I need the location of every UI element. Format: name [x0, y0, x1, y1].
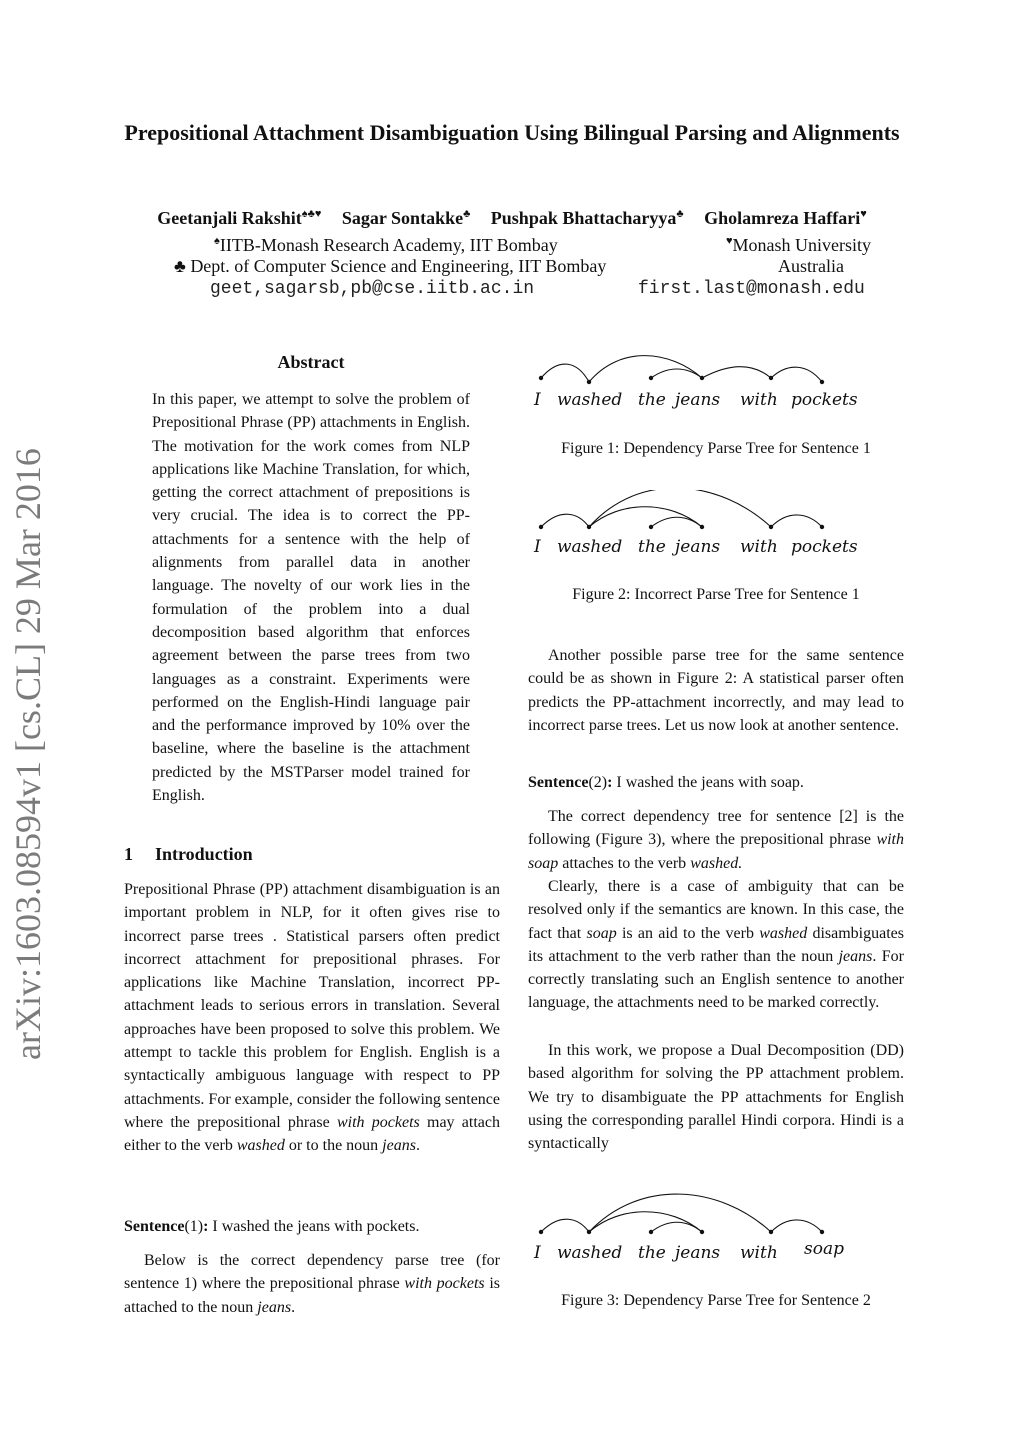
word-node [539, 525, 543, 529]
dependency-arc [771, 1220, 822, 1232]
emphasis: with soap [528, 831, 904, 872]
tree-word: I [534, 537, 541, 557]
text-run: . For correctly translating such an English sentence to another language, the attachments need to be marked correctly. [528, 947, 905, 1012]
sentence-2 [528, 771, 904, 794]
tree-word: the [638, 537, 666, 557]
arxiv-identifier: arXiv:1603.08594v1 [cs.CL] 29 Mar 2016 [8, 448, 48, 1060]
affiliation-country: Australia [778, 256, 844, 276]
affiliation-marks: ♣ [463, 208, 471, 220]
section-number: 1 [124, 844, 133, 864]
text-run: is attached to the noun [124, 1275, 500, 1316]
email-iitb: geet,sagarsb,pb@cse.iitb.ac.in [210, 279, 535, 299]
dependency-arc [771, 367, 822, 382]
author-name: Geetanjali Rakshit [157, 208, 302, 228]
dependency-arc [771, 515, 822, 527]
tree-word: the [638, 390, 666, 410]
emphasis: jeans [382, 1137, 416, 1155]
text-run: or to the noun [284, 1137, 383, 1155]
sentence-label: Sentence [528, 774, 589, 791]
affiliation-iitb-monash [214, 229, 558, 257]
affiliation-marks: ♣ [676, 208, 684, 220]
tree-word: pockets [791, 537, 858, 557]
tree-word: washed [557, 1243, 623, 1263]
dependency-arc [651, 1222, 702, 1232]
sentence-1 [124, 1215, 500, 1238]
text-run: Below is the correct dependency parse tree (for sentence 1) where the prepositional phrase [124, 1252, 500, 1293]
intro-paragraph-1 [124, 878, 500, 1158]
word-node [539, 376, 543, 380]
text-run: The correct dependency tree for sentence [2] is the following (Figure 3), where the prepositional phrase [528, 808, 904, 849]
sentence-number: (2) [588, 774, 608, 791]
abstract-text: In this paper, we attempt to solve the problem of Prepositional Phrase (PP) attachments in English. The motivation for the work comes from NLP applications like Machine Translation, for which, getting the correct attachment of prepositions is very crucial. The idea is to correct the PP-attachments for a sentence with the help of alignments from parallel data in another language. The novelty of our work lies in the formulation of the problem into a dual decomposition based algorithm that enforces agreement between the parse trees from two languages as a constraint. Experiments were performed on the English-Hindi language pair and the performance improved by 10% over the baseline, where the baseline is the attachment predicted by the MSTParser model trained for English. [152, 391, 470, 805]
emphasis: with pockets [336, 1113, 420, 1131]
affiliation-mark: ♥ [726, 235, 733, 247]
affiliation-cse [174, 254, 606, 278]
word-node [700, 525, 704, 529]
sentence-colon: : [203, 1218, 209, 1235]
author-name: Pushpak Bhattacharyya [490, 208, 677, 228]
paragraph-another-parse: Another possible parse tree for the same sentence could be as shown in Figure 2: A statistical parser often predicts the PP-attachment incorrectly, and may lead to incorrect parse trees. Let us now look at another sentence. [528, 647, 904, 734]
text-run: . [291, 1298, 296, 1316]
affiliation-marks: ♠♣♥ [301, 208, 322, 220]
word-node [820, 1230, 824, 1234]
figure-3-parse-tree [520, 1190, 910, 1270]
tree-word: soap [804, 1239, 844, 1259]
dependency-arc [651, 369, 702, 378]
dependency-arc [589, 356, 702, 382]
emphasis: with pockets [404, 1275, 485, 1293]
word-node [820, 525, 824, 529]
word-node [587, 1230, 591, 1234]
text-run: Prepositional Phrase (PP) attachment disambiguation is an important problem in NLP, for it often gives rise to incorrect parse trees . Statistical parsers often predict incorrect attachment for prepositional phrases. For applications like Machine Translation, incorrect PP-attachment leads to serious errors in translation. Several approaches have been proposed to solve this problem. We attempt to tackle this problem for English. English is a syntactically ambiguous language with respect to PP attachments. For example, consider the following sentence where the prepositional phrase [124, 881, 500, 1131]
sentence-text: I washed the jeans with soap. [612, 774, 804, 791]
sentence-number: (1) [184, 1218, 204, 1235]
text-run: may attach either to the verb [124, 1113, 500, 1155]
word-node [700, 1230, 704, 1234]
emphasis: jeans [838, 947, 873, 965]
figure-1-parse-tree [520, 350, 910, 420]
dependency-arc [651, 517, 702, 527]
emphasis: washed. [690, 854, 743, 872]
dependency-arc [589, 490, 771, 527]
word-node [769, 376, 773, 380]
emphasis: washed [759, 924, 808, 942]
text-run: Clearly, there is a case of ambiguity that can be resolved only if the semantics are known. In this case, the fact that [528, 878, 904, 942]
dependency-arc [589, 1194, 771, 1232]
text-run: attaches to the verb [558, 854, 691, 872]
paper-title: Prepositional Attachment Disambiguation Using Bilingual Parsing and Alignments [124, 120, 900, 145]
dependency-arc [702, 367, 771, 378]
text-run: disambiguates its attachment to the verb rather than the noun [528, 924, 904, 965]
word-node [769, 1230, 773, 1234]
tree-word: jeans [675, 537, 721, 557]
word-node [700, 376, 704, 380]
word-node [649, 376, 653, 380]
paragraph-ambiguity [528, 875, 904, 1015]
sentence-colon: : [607, 774, 613, 791]
text-run: is an aid to the verb [616, 924, 760, 942]
emphasis: soap [586, 924, 617, 942]
tree-word: with [740, 1243, 778, 1263]
tree-word: I [534, 1243, 541, 1263]
abstract-heading: Abstract [277, 352, 345, 372]
email-monash: first.last@monash.edu [638, 279, 865, 299]
tree-word: washed [557, 390, 623, 410]
affiliation-text: Dept. of Computer Science and Engineering, IIT Bombay [185, 256, 607, 276]
affiliation-mark: ♠ [214, 235, 220, 247]
emphasis: washed [236, 1137, 285, 1155]
author-name: Gholamreza Haffari [704, 208, 861, 228]
tree-word: the [638, 1243, 666, 1263]
dependency-arc [541, 514, 589, 527]
tree-word: jeans [675, 390, 721, 410]
section-title: Introduction [155, 844, 253, 864]
intro-paragraph-2 [124, 1249, 500, 1319]
section-heading-introduction [124, 844, 253, 865]
tree-word: washed [557, 537, 623, 557]
dependency-arc [541, 364, 589, 382]
dependency-arc [589, 507, 702, 527]
tree-word: I [534, 390, 541, 410]
tree-word: with [740, 390, 778, 410]
text-run: . [415, 1137, 420, 1155]
paragraph-this-work: In this work, we propose a Dual Decomposition (DD) based algorithm for solving the PP attachment problem. We try to disambiguate the PP attachments for English using the corresponding parallel Hindi corpora. Hindi is a syntactically [528, 1042, 904, 1153]
word-node [820, 380, 824, 384]
word-node [769, 525, 773, 529]
figure-2-parse-tree [520, 490, 910, 565]
sentence-label: Sentence [124, 1218, 185, 1235]
paragraph-correct-tree [528, 805, 904, 875]
word-node [587, 525, 591, 529]
affiliation-text: Monash University [732, 235, 872, 255]
tree-word: with [740, 537, 778, 557]
dependency-arc [589, 1212, 702, 1232]
author-list [60, 202, 964, 230]
figure-2-caption: Figure 2: Incorrect Parse Tree for Sentence 1 [572, 586, 860, 603]
word-node [587, 380, 591, 384]
tree-word: jeans [675, 1243, 721, 1263]
figure-1-caption: Figure 1: Dependency Parse Tree for Sentence 1 [561, 440, 871, 457]
sentence-text: I washed the jeans with pockets. [208, 1218, 420, 1235]
word-node [649, 1230, 653, 1234]
word-node [649, 525, 653, 529]
figure-3-caption: Figure 3: Dependency Parse Tree for Sentence 2 [561, 1292, 871, 1309]
dependency-arc [541, 1219, 589, 1232]
author-name: Sagar Sontakke [341, 208, 464, 228]
emphasis: jeans [257, 1298, 292, 1316]
tree-word: pockets [791, 390, 858, 410]
affiliation-text: IITB-Monash Research Academy, IIT Bombay [219, 235, 558, 255]
affiliation-monash [726, 229, 871, 257]
affiliation-marks: ♥ [860, 208, 867, 220]
affiliation-mark: ♣ [174, 256, 186, 276]
word-node [539, 1230, 543, 1234]
